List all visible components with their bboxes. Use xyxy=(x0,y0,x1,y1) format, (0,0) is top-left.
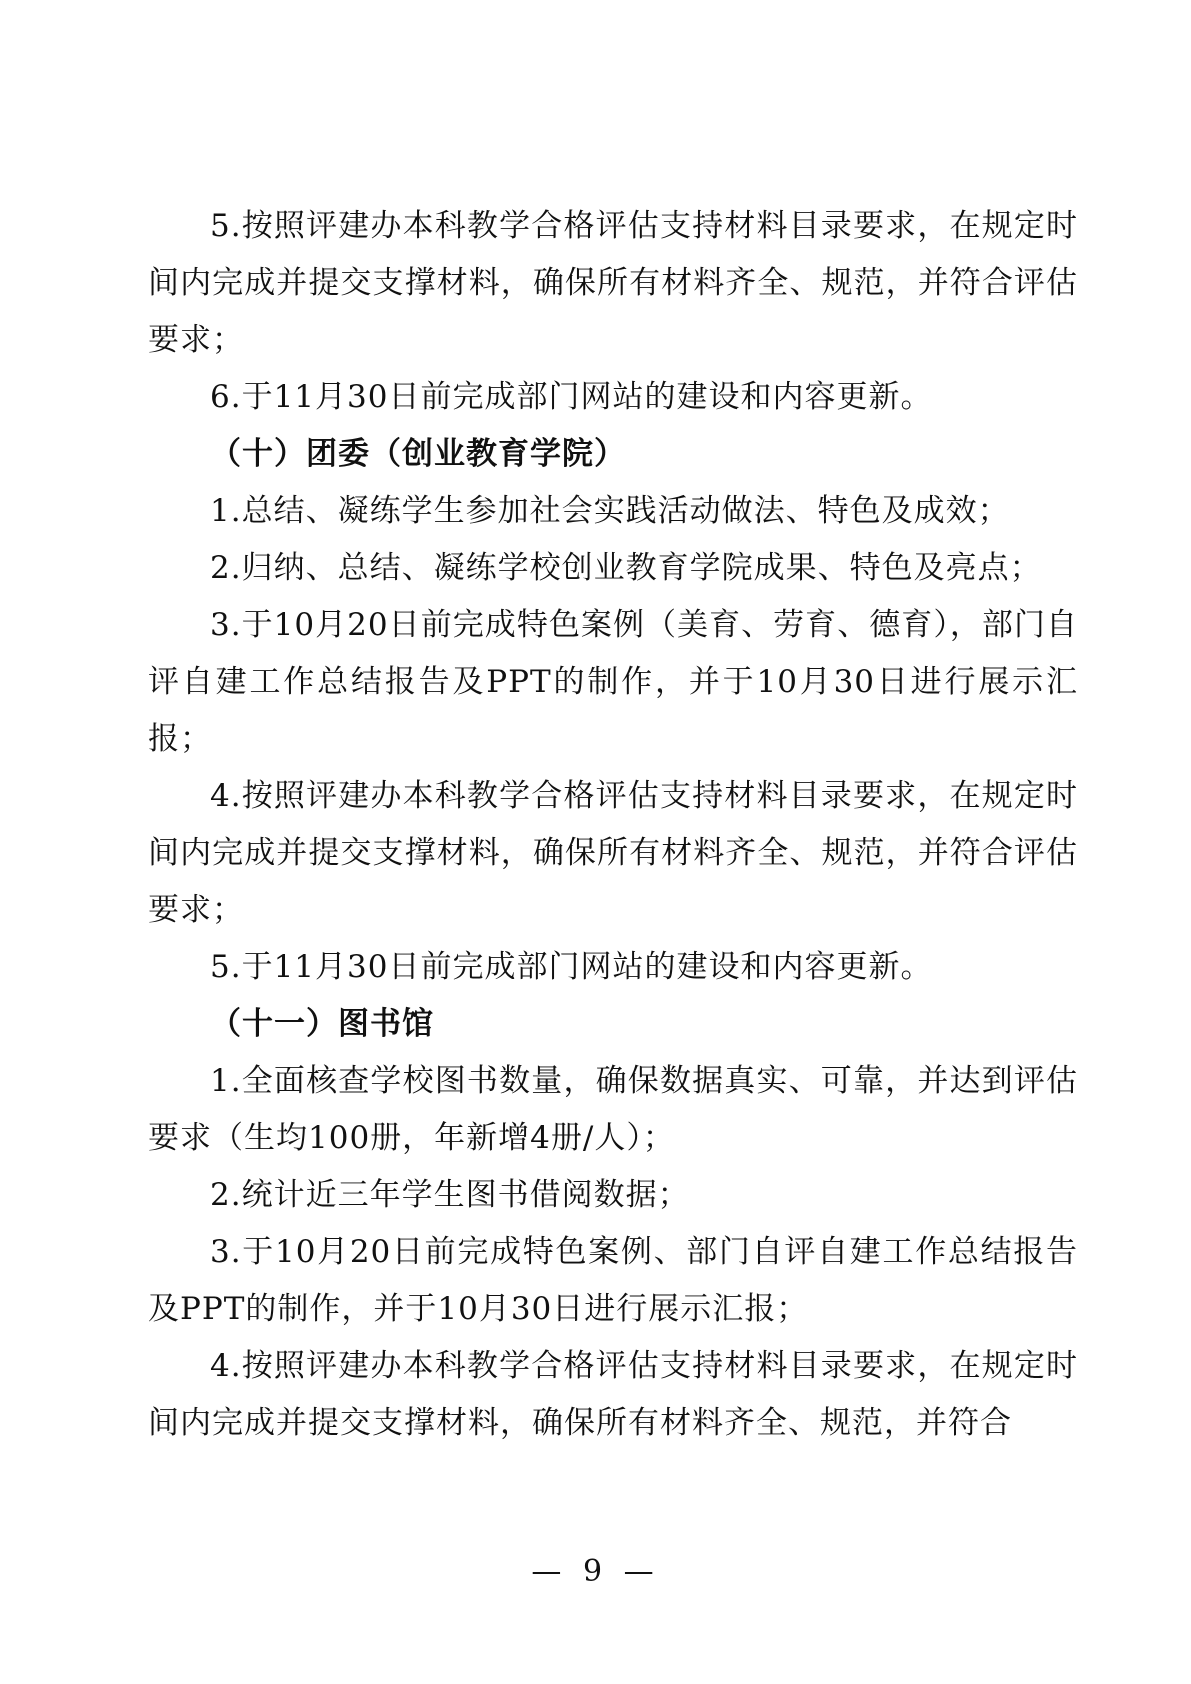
document-body xyxy=(148,198,1078,1452)
paragraph-x-item-1: 1.总结、凝练学生参加社会实践活动做法、特色及成效； xyxy=(210,493,1010,529)
paragraph-xi-item-3: 3.于10月20日前完成特色案例、部门自评自建工作总结报告及PPT的制作，并于10月30日进行展示汇报； xyxy=(148,1234,1078,1327)
paragraph-x-item-2: 2.归纳、总结、凝练学校创业教育学院成果、特色及亮点； xyxy=(210,550,1042,586)
paragraph-xi-item-1: 1.全面核查学校图书数量，确保数据真实、可靠，并达到评估要求（生均100册，年新增4册/人）； xyxy=(148,1063,1078,1156)
paragraph-x-item-4: 4.按照评建办本科教学合格评估支持材料目录要求，在规定时间内完成并提交支撑材料，确保所有材料齐全、规范，并符合评估要求； xyxy=(148,778,1078,928)
page-number: — 9 — xyxy=(531,1554,660,1589)
section-heading-library: （十一）图书馆 xyxy=(210,1006,434,1042)
paragraph-ix-item-6: 6.于11月30日前完成部门网站的建设和内容更新。 xyxy=(210,379,933,415)
paragraph-x-item-3: 3.于10月20日前完成特色案例（美育、劳育、德育），部门自评自建工作总结报告及PPT的制作，并于10月30日进行展示汇报； xyxy=(148,607,1078,757)
paragraph-xi-item-4: 4.按照评建办本科教学合格评估支持材料目录要求，在规定时间内完成并提交支撑材料，确保所有材料齐全、规范，并符合 xyxy=(148,1348,1078,1441)
paragraph-xi-item-2: 2.统计近三年学生图书借阅数据； xyxy=(210,1177,690,1213)
paragraph-ix-item-5: 5.按照评建办本科教学合格评估支持材料目录要求，在规定时间内完成并提交支撑材料，确保所有材料齐全、规范，并符合评估要求； xyxy=(148,208,1078,358)
paragraph-x-item-5: 5.于11月30日前完成部门网站的建设和内容更新。 xyxy=(210,949,933,985)
section-heading-youth-league: （十）团委（创业教育学院） xyxy=(210,436,626,472)
